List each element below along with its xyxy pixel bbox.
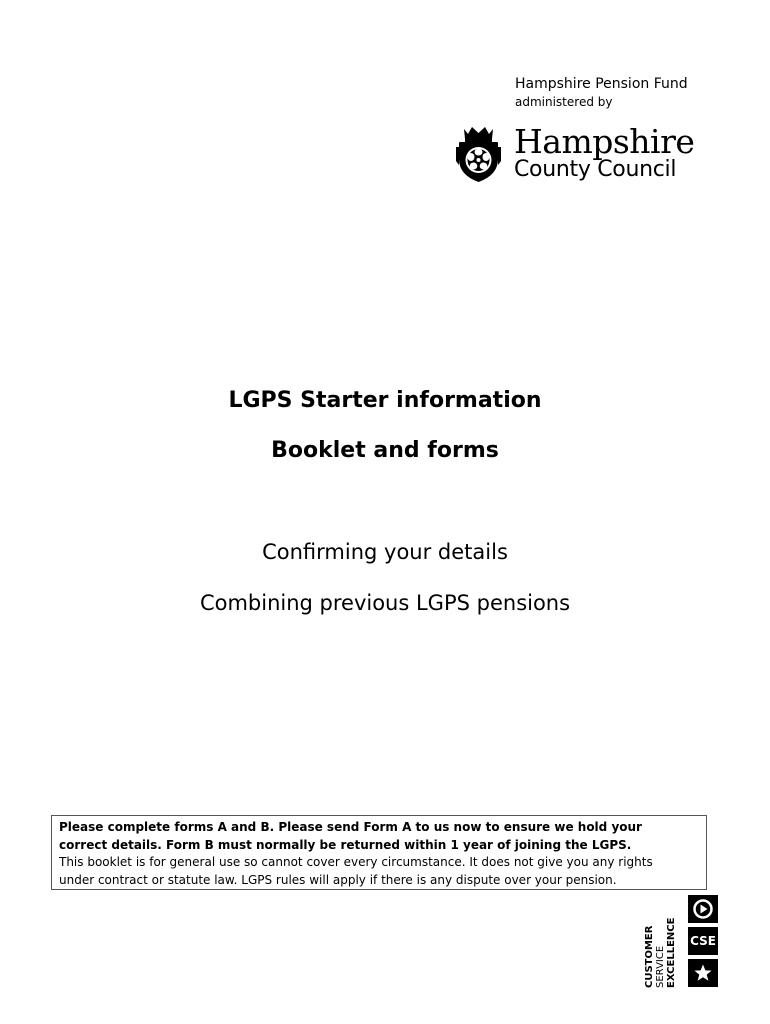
notice-box (51, 815, 707, 890)
document-title: LGPS Starter information (228, 388, 542, 413)
section-confirming-details: Confirming your details (262, 540, 508, 564)
council-subtitle: County Council (514, 157, 677, 182)
administered-by-label: administered by (515, 95, 613, 109)
notice-disclaimer-line-2: under contract or statute law. LGPS rules will apply if there is any dispute over your pension. (59, 872, 617, 887)
notice-instruction-line-2: correct details. Form B must normally be returned within 1 year of joining the LGPS. (59, 837, 632, 852)
section-combining-pensions: Combining previous LGPS pensions (199, 591, 571, 615)
notice-instruction-line-1: Please complete forms A and B. Please send Form A to us now to ensure we hold your (59, 820, 642, 834)
council-name: Hampshire (514, 122, 695, 161)
notice-disclaimer-line-1: This booklet is for general use so cannot cover every circumstance. It does not give you any rights (59, 855, 653, 869)
cse-wordmark (644, 888, 677, 988)
fund-header (515, 76, 688, 110)
play-icon (688, 895, 718, 923)
cse-tile-label: CSE (688, 927, 718, 955)
cse-word-customer: CUSTOMER (644, 925, 655, 988)
council-logo-text (514, 124, 694, 182)
star-icon (688, 959, 718, 987)
council-crest-icon (456, 125, 501, 183)
fund-name: Hampshire Pension Fund (515, 76, 688, 92)
document-subtitle: Booklet and forms (271, 438, 499, 463)
cse-word-service: SERVICE (655, 945, 666, 988)
cse-word-excellence: EXCELLENCE (666, 917, 677, 988)
